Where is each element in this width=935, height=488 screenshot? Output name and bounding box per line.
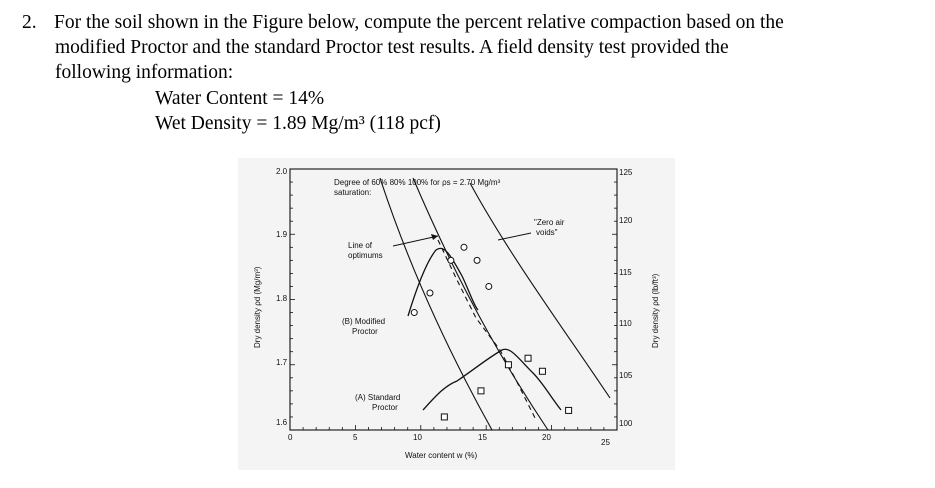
optimums-label: Line of: [348, 241, 373, 250]
optimums-arrow: [393, 236, 438, 246]
x-tick-0: 0: [288, 433, 293, 442]
zero-air-label: "Zero air: [534, 218, 565, 227]
y-tick-1.9: 1.9: [276, 230, 288, 239]
y-right-tick-110: 110: [619, 319, 632, 328]
y-right-tick-115: 115: [619, 268, 632, 277]
y-tick-2.0: 2.0: [276, 167, 288, 176]
modified-proctor-point: [427, 290, 433, 296]
standard-label: (A) Standard: [355, 393, 401, 402]
standard-proctor-curve: [423, 349, 561, 410]
modified-proctor-point: [461, 244, 467, 250]
x-tick-10: 10: [413, 433, 422, 442]
standard-proctor-point: [566, 407, 572, 413]
modified-proctor-point: [448, 257, 454, 263]
optimums-arrowhead: [431, 234, 438, 240]
x-tick-20: 20: [542, 433, 551, 442]
standard-proctor-point: [441, 414, 447, 420]
problem-number: 2.: [22, 12, 37, 33]
standard-proctor-point: [525, 355, 531, 361]
standard-proctor-point: [505, 362, 511, 368]
compaction-chart: [238, 158, 675, 470]
modified-label-2: Proctor: [352, 327, 378, 336]
standard-label-2: Proctor: [372, 403, 398, 412]
modified-label: (B) Modified: [342, 317, 386, 326]
y-axis-label-right: Dry density ρd (lb/ft³): [651, 273, 660, 348]
modified-proctor-point: [411, 310, 417, 316]
y-right-tick-100: 100: [619, 419, 633, 428]
saturation-label-2: saturation:: [334, 188, 372, 197]
modified-proctor-point: [474, 257, 480, 263]
given-wet-density: Wet Density = 1.89 Mg/m³ (118 pcf): [155, 113, 441, 134]
plot-frame: [290, 169, 617, 430]
x-tick-5: 5: [353, 433, 358, 442]
given-water-content: Water Content = 14%: [155, 88, 325, 109]
modified-proctor-point: [486, 283, 492, 289]
zero-air-label-2: voids": [536, 228, 558, 237]
y-right-tick-125: 125: [619, 168, 633, 177]
y-axis-label-left: Dry density ρd (Mg/m³): [253, 266, 262, 348]
x-tick-15: 15: [478, 433, 487, 442]
y-tick-1.6: 1.6: [276, 418, 288, 427]
problem-line-3: following information:: [55, 62, 234, 83]
optimums-label-2: optimums: [348, 251, 383, 260]
y-tick-1.8: 1.8: [276, 294, 288, 303]
zero-air-voids-line: [470, 183, 610, 398]
standard-proctor-point: [539, 368, 545, 374]
y-right-tick-105: 105: [619, 371, 633, 380]
problem-line-1: 2. For the soil shown in the Figure below, compute the percent relative compaction based on the: [22, 12, 784, 33]
y-tick-1.7: 1.7: [276, 358, 288, 367]
x-tick-25: 25: [601, 438, 610, 447]
standard-proctor-point: [478, 388, 484, 394]
problem-statement: [22, 10, 927, 85]
x-axis-label: Water content w (%): [405, 451, 478, 460]
problem-line-2: modified Proctor and the standard Proctor test results. A field density test provided the: [55, 37, 729, 58]
saturation-label: Degree of 60% 80% 100% for ρs = 2.70 Mg/m³: [334, 178, 501, 187]
zero-air-arrow: [498, 233, 531, 240]
y-right-tick-120: 120: [619, 216, 633, 225]
modified-proctor-curve: [408, 248, 478, 316]
compaction-figure: [238, 158, 675, 470]
